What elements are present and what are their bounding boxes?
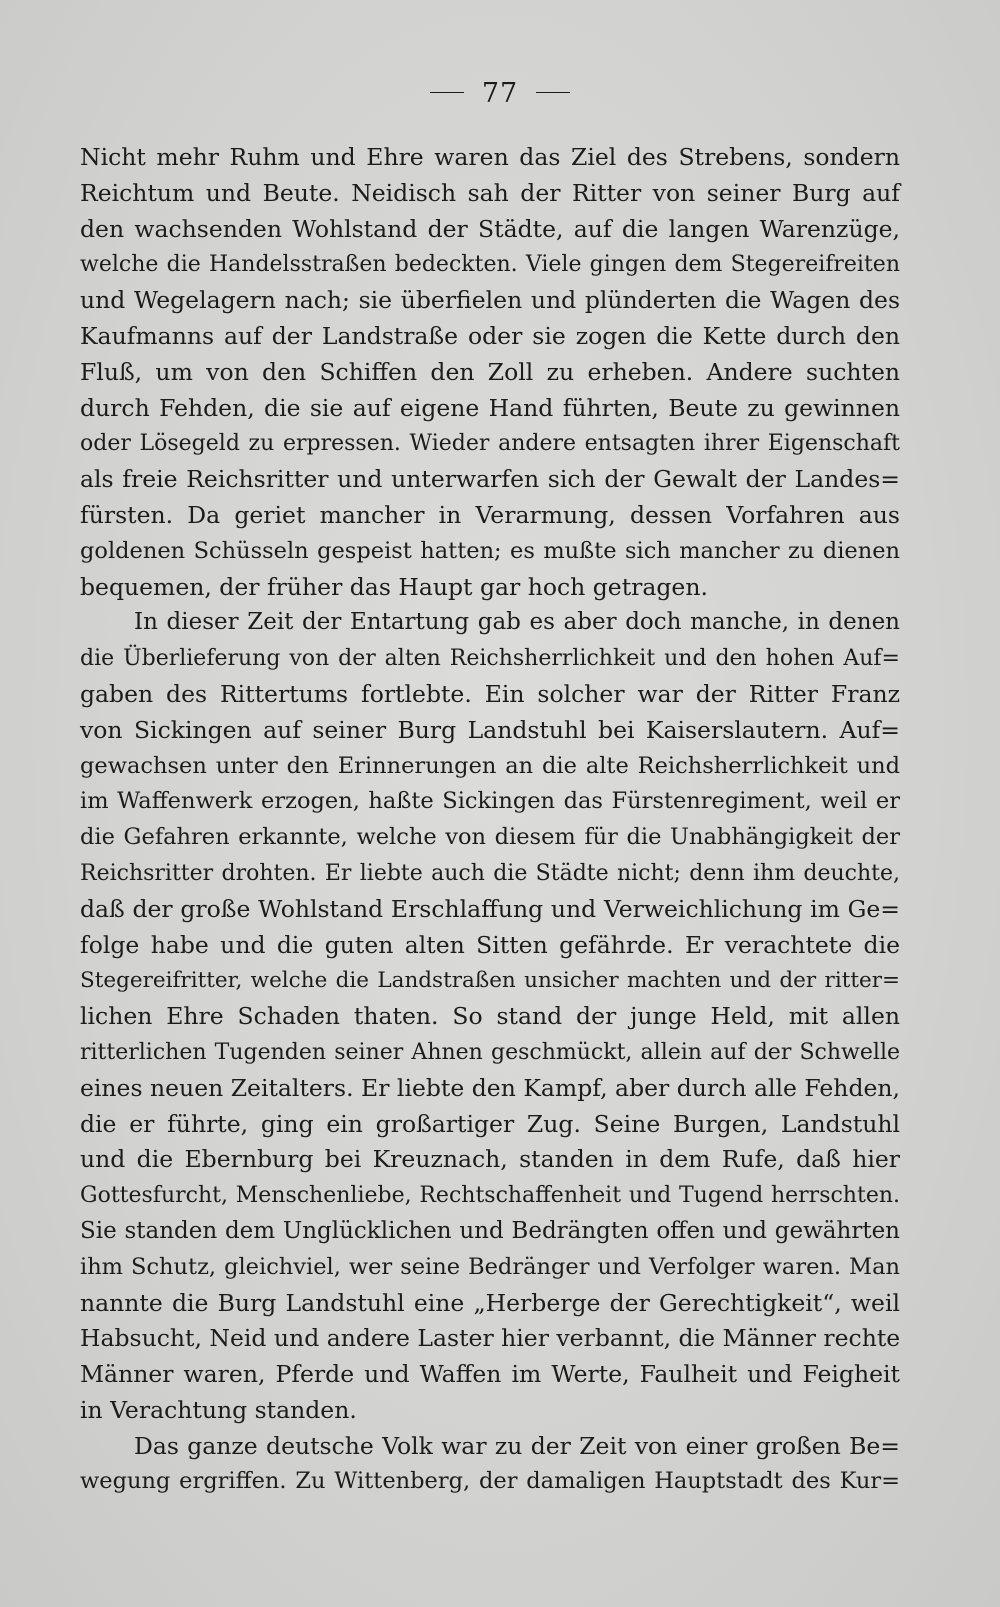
- text-line: folge habe und die guten alten Sitten gefährde. Er verachtete die: [80, 930, 900, 959]
- text-line: von Sickingen auf seiner Burg Landstuhl bei Kaiserslautern. Auf=: [80, 715, 900, 744]
- body-text: [80, 140, 900, 1500]
- text-line: Das ganze deutsche Volk war zu der Zeit von einer großen Be=: [134, 1431, 900, 1460]
- text-line: eines neuen Zeitalters. Er liebte den Kampf, aber durch alle Fehden,: [80, 1073, 900, 1102]
- text-line: wegung ergriffen. Zu Wittenberg, der damaligen Hauptstadt des Kur=: [80, 1468, 900, 1495]
- text-line: durch Fehden, die sie auf eigene Hand führten, Beute zu gewinnen: [80, 393, 900, 422]
- page-number-header: [0, 78, 1000, 109]
- text-line: Habsucht, Neid und andere Laster hier verbannt, die Männer rechte: [80, 1324, 901, 1353]
- text-line: ihm Schutz, gleichviel, wer seine Bedränger und Verfolger waren. Man: [80, 1253, 900, 1280]
- text-line: welche die Handelsstraßen bedeckten. Viele gingen dem Stegereifreiten: [80, 252, 900, 278]
- paragraph-1: [80, 140, 900, 605]
- text-line: goldenen Schüsseln gespeist hatten; es mußte sich mancher zu dienen: [80, 537, 900, 564]
- left-dash: [430, 92, 464, 93]
- text-line: Männer waren, Pferde und Waffen im Werte, Faulheit und Feigheit: [80, 1360, 900, 1389]
- text-line: Fluß, um von den Schiffen den Zoll zu erheben. Andere suchten: [80, 357, 900, 386]
- text-line: nannte die Burg Landstuhl eine „Herberge der Gerechtigkeit“, weil: [80, 1288, 900, 1317]
- text-line: die Gefahren erkannte, welche von diesem für die Unabhängigkeit der: [80, 824, 900, 851]
- text-line: In dieser Zeit der Entartung gab es aber doch manche, in denen: [134, 609, 900, 636]
- text-line: bequemen, der früher das Haupt gar hoch getragen.: [80, 572, 708, 601]
- text-line: Kaufmanns auf der Landstraße oder sie zogen die Kette durch den: [80, 321, 900, 350]
- text-line: Sie standen dem Unglücklichen und Bedrängten offen und gewährten: [80, 1217, 900, 1244]
- text-line: den wachsenden Wohlstand der Städte, auf die langen Warenzüge,: [80, 214, 900, 243]
- text-line: Reichtum und Beute. Neidisch sah der Ritter von seiner Burg auf: [80, 178, 900, 207]
- text-line: Stegereifritter, welche die Landstraßen unsicher machten und der ritter=: [80, 968, 900, 994]
- text-line: die er führte, ging ein großartiger Zug. Seine Burgen, Landstuhl: [80, 1109, 900, 1138]
- page-number: 77: [481, 78, 519, 109]
- text-line: gewachsen unter den Erinnerungen an die alte Reichsherrlichkeit und: [80, 752, 900, 779]
- text-line: in Verachtung standen.: [80, 1395, 357, 1424]
- text-line: Gottesfurcht, Menschenliebe, Rechtschaffenheit und Tugend herrschten.: [80, 1183, 900, 1209]
- text-line: und die Ebernburg bei Kreuznach, standen in dem Rufe, daß hier: [80, 1145, 900, 1174]
- text-line: gaben des Rittertums fortlebte. Ein solcher war der Ritter Franz: [80, 679, 900, 708]
- text-line: oder Lösegeld zu erpressen. Wieder andere entsagten ihrer Eigenschaft: [80, 431, 900, 457]
- right-dash: [536, 92, 570, 93]
- text-line: die Überlieferung von der alten Reichsherrlichkeit und den hohen Auf=: [80, 646, 900, 672]
- text-line: ritterlichen Tugenden seiner Ahnen geschmückt, allein auf der Schwelle: [80, 1039, 900, 1065]
- text-line: fürsten. Da geriet mancher in Verarmung, dessen Vorfahren aus: [80, 500, 900, 529]
- text-line: als freie Reichsritter und unterwarfen sich der Gewalt der Landes=: [80, 465, 900, 494]
- text-line: lichen Ehre Schaden thaten. So stand der junge Held, mit allen: [80, 1002, 900, 1031]
- paragraph-3: [80, 1429, 900, 1501]
- text-line: daß der große Wohlstand Erschlaffung und Verweichlichung im Ge=: [80, 894, 900, 923]
- text-line: Nicht mehr Ruhm und Ehre waren das Ziel des Strebens, sondern: [80, 143, 900, 171]
- text-line: und Wegelagern nach; sie überfielen und plünderten die Wagen des: [80, 286, 900, 315]
- paragraph-2: [80, 605, 900, 1428]
- text-line: Reichsritter drohten. Er liebte auch die Städte nicht; denn ihm deuchte,: [80, 860, 900, 886]
- text-line: im Waffenwerk erzogen, haßte Sickingen das Fürstenregiment, weil er: [80, 788, 900, 815]
